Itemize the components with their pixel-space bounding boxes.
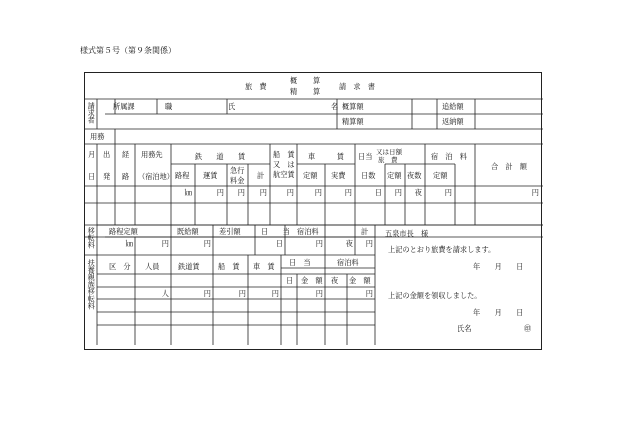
family-unit-ship-yen: 円 (238, 289, 246, 298)
position-label: 職 (165, 102, 173, 111)
lodging-fixed-label: 定額 (433, 171, 448, 180)
via-bottom-label: 路 (122, 172, 130, 181)
family-unit-car-yen: 円 (271, 289, 279, 298)
railway-subtotal-label: 計 (257, 171, 265, 180)
month-label: 月 (88, 150, 96, 159)
refund-amount-label: 返納額 (442, 117, 464, 126)
family-daily-label: 日 当 (289, 258, 311, 267)
express-label-1: 急行 (230, 166, 245, 175)
title-stack-bottom-2: 算 (313, 87, 321, 96)
addressee: 五泉市長 様 (385, 229, 429, 238)
family-unit-lodging-yen: 円 (365, 289, 373, 298)
family-unit-persons: 人 (161, 289, 169, 298)
unit-daily-yen: 円 (394, 188, 402, 197)
family-amount-label-2: 金 額 (349, 276, 371, 285)
express-label-2: 料金 (230, 176, 245, 185)
unit-total-yen: 円 (531, 188, 539, 197)
total-label: 合 計 額 (491, 162, 527, 171)
unit-car-actual-yen: 円 (344, 188, 352, 197)
daily-label-1: 日当 (358, 152, 373, 161)
family-amount-label: 金 額 (301, 276, 323, 285)
relocation-side-label: 移転料 (87, 227, 97, 249)
relocation-unit-km: ㎞ (125, 239, 133, 248)
unit-subtotal-yen: 円 (259, 188, 267, 197)
destination-label: 用務先 (141, 150, 163, 159)
ship-label-1: 船 賃 (273, 150, 295, 159)
name-label-2: 名 (331, 102, 339, 111)
receipt-statement: 上記の金額を領収しました。 (388, 291, 482, 300)
relocation-daily-label: 日 当 (261, 227, 290, 236)
relocation-unit-daily-yen: 円 (315, 239, 323, 248)
relocation-unit-total-yen: 円 (365, 239, 373, 248)
settled-amount-label: 精算額 (342, 117, 364, 126)
unit-lodging-yen: 円 (444, 188, 452, 197)
unit-ship-yen: 円 (286, 188, 294, 197)
title-stack-top-2: 算 (313, 76, 321, 85)
relocation-distance-fixed-label: 路程定額 (109, 227, 138, 236)
family-unit-railway-yen: 円 (203, 289, 211, 298)
relocation-unit-nights: 夜 (345, 239, 353, 248)
family-day-label: 日 (286, 276, 294, 285)
title-right: 請 求 書 (339, 82, 375, 91)
daily-fixed-label: 定額 (387, 171, 402, 180)
unit-days: 日 (374, 188, 382, 197)
family-persons-label: 人員 (145, 262, 160, 271)
distance-label: 路程 (175, 171, 190, 180)
title-stack-top-1: 概 (290, 76, 298, 85)
affiliation-label: 所属課 (113, 102, 135, 111)
daily-label-3: 旅 費 (378, 156, 398, 164)
car-actual-label: 実費 (331, 171, 346, 180)
departure-bottom-label: 発 (103, 172, 111, 181)
seal-mark: ㊞ (524, 324, 532, 333)
form-label: 様式第５号（第９条関係） (80, 46, 176, 55)
daily-label-2: 又は日額 (376, 148, 402, 156)
title-stack-bottom-1: 精 (290, 87, 298, 96)
days-label: 日数 (361, 171, 376, 180)
unit-km: ㎞ (184, 188, 192, 197)
relocation-salary-label: 既給額 (177, 227, 199, 236)
relocation-unit-fixed-yen: 円 (161, 239, 169, 248)
unit-fare-yen: 円 (216, 188, 224, 197)
family-unit-daily-yen: 円 (315, 289, 323, 298)
ship-label-2: 又 は (273, 160, 295, 169)
car-fixed-label: 定額 (303, 171, 318, 180)
travel-expense-form (84, 72, 542, 350)
family-lodging-label: 宿泊料 (337, 258, 359, 267)
via-top-label: 経 (122, 150, 130, 159)
lodging-place-label: （宿泊地） (138, 172, 174, 181)
nights-label: 夜数 (407, 171, 422, 180)
unit-nights: 夜 (414, 188, 422, 197)
receipt-date: 年 月 日 (473, 308, 524, 317)
family-category-label: 区 分 (109, 262, 131, 271)
claim-statement: 上記のとおり旅費を請求します。 (388, 245, 496, 254)
unit-car-fixed-yen: 円 (314, 188, 322, 197)
name-label: 氏 (228, 102, 236, 111)
title-left: 旅 費 (245, 82, 267, 91)
claimant-side-label: 請求者 (87, 102, 97, 124)
additional-amount-label: 追給額 (442, 102, 464, 111)
claim-date: 年 月 日 (473, 262, 524, 271)
family-night-label: 夜 (331, 276, 339, 285)
relocation-unit-days: 日 (275, 239, 283, 248)
relocation-lodging-label: 宿泊料 (297, 227, 319, 236)
purpose-label: 用務 (90, 132, 105, 141)
day-label: 日 (88, 172, 96, 181)
departure-top-label: 出 (103, 150, 111, 159)
family-side-label: 扶養親族移転料 (87, 259, 97, 310)
lodging-label: 宿 泊 料 (431, 152, 467, 161)
family-car-label: 車 賃 (253, 262, 275, 271)
car-label: 車 賃 (308, 152, 344, 161)
unit-express-yen: 円 (237, 188, 245, 197)
signature-label: 氏名 (457, 324, 472, 333)
estimated-amount-label: 概算額 (342, 102, 364, 111)
relocation-unit-salary-yen: 円 (203, 239, 211, 248)
relocation-total-label: 計 (361, 227, 369, 236)
fare-label: 運賃 (203, 171, 218, 180)
relocation-diff-label: 差引額 (219, 227, 241, 236)
railway-label: 鉄 道 賃 (194, 152, 246, 161)
ship-label-3: 航空賃 (273, 170, 295, 179)
family-railway-label: 鉄道賃 (178, 262, 200, 271)
family-ship-label: 船 賃 (218, 262, 240, 271)
